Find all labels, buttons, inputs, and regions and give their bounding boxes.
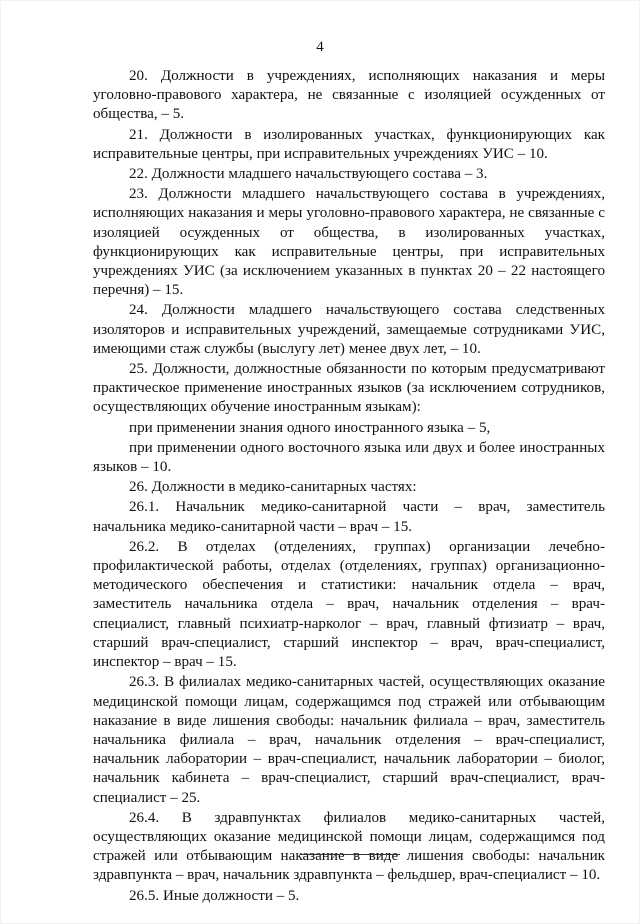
paragraph-20: 20. Должности в учреждениях, исполняющих наказания и меры уголовно-правового характера, не связанные с изоляцией осужденных от общества, – 5. (93, 68, 605, 123)
paragraph-25-item-2: при применении одного восточного языка или двух и более иностранных языков – 10. (93, 439, 605, 476)
paragraph-26-2: 26.2. В отделах (отделениях, группах) организации лечебно-профилактической работы, отделах (отделениях, группах) организационно-методического обеспечения и статистики: начальник отдела – врач, заместитель начальника отдела – врач, начальник отделения – врач-специалист, главный психиатр-нарколог – врач, главный фтизиатр – врач, старший врач-специалист, старший инспектор – врач, врач-специалист, инспектор – врач – 15. (93, 538, 605, 671)
paragraph-25: 25. Должности, должностные обязанности по которым предусматривают практическое применение иностранных языков (за исключением сотрудников, осуществляющих обучение иностранным языкам): (93, 361, 605, 416)
paragraph-26-3: 26.3. В филиалах медико-санитарных частей, осуществляющих оказание медицинской помощи лицам, содержащимся под стражей или отбывающим наказание в виде лишения свободы: начальник филиала – врач, заместитель начальника филиала – врач, начальник отделения – врач-специалист, начальник лаборатории – врач-специалист, начальник лаборатории – биолог, начальник кабинета – врач-специалист, старший врач-специалист, врач-специалист – 25. (93, 674, 605, 806)
paragraph-23: 23. Должности младшего начальствующего состава в учреждениях, исполняющих наказания и меры уголовно-правового характера, не связанные с изоляцией осужденных от общества, в изолированных участках, функционирующих как исправительные центры, при исправительных учреждениях УИС (за исключением указанных в пунктах 20 – 22 настоящего перечня) – 15. (93, 186, 605, 299)
paragraph-26-5: 26.5. Иные должности – 5. (129, 887, 300, 904)
page-number: 4 (316, 39, 324, 55)
paragraph-26-1: 26.1. Начальник медико-санитарной части – врач, заместитель начальника медико-санитарной части – врач – 15. (93, 499, 605, 535)
footer-divider (300, 854, 400, 855)
paragraph-24: 24. Должности младшего начальствующего состава следственных изоляторов и исправительных учреждений, замещаемые сотрудниками УИС, имеющими стаж службы (выслугу лет) менее двух лет, – 10. (93, 302, 605, 357)
paragraph-21: 21. Должности в изолированных участках, функционирующих как исправительные центры, при исправительных учреждениях УИС – 10. (93, 126, 605, 162)
paragraph-22: 22. Должности младшего начальствующего состава – 3. (129, 166, 488, 183)
paragraph-26-4: 26.4. В здравпунктах филиалов медико-санитарных частей, осуществляющих оказание медицинской помощи лицам, содержащимся под стражей или отбывающим наказание в виде лишения свободы: начальник здравпункта – врач, начальник здравпункта – фельдшер, врач-специалист – 10. (93, 809, 605, 884)
paragraph-26: 26. Должности в медико-санитарных частях: (129, 479, 417, 496)
document-body (93, 67, 605, 907)
paragraph-25-item-1: при применении знания одного иностранного языка – 5, (129, 419, 491, 436)
